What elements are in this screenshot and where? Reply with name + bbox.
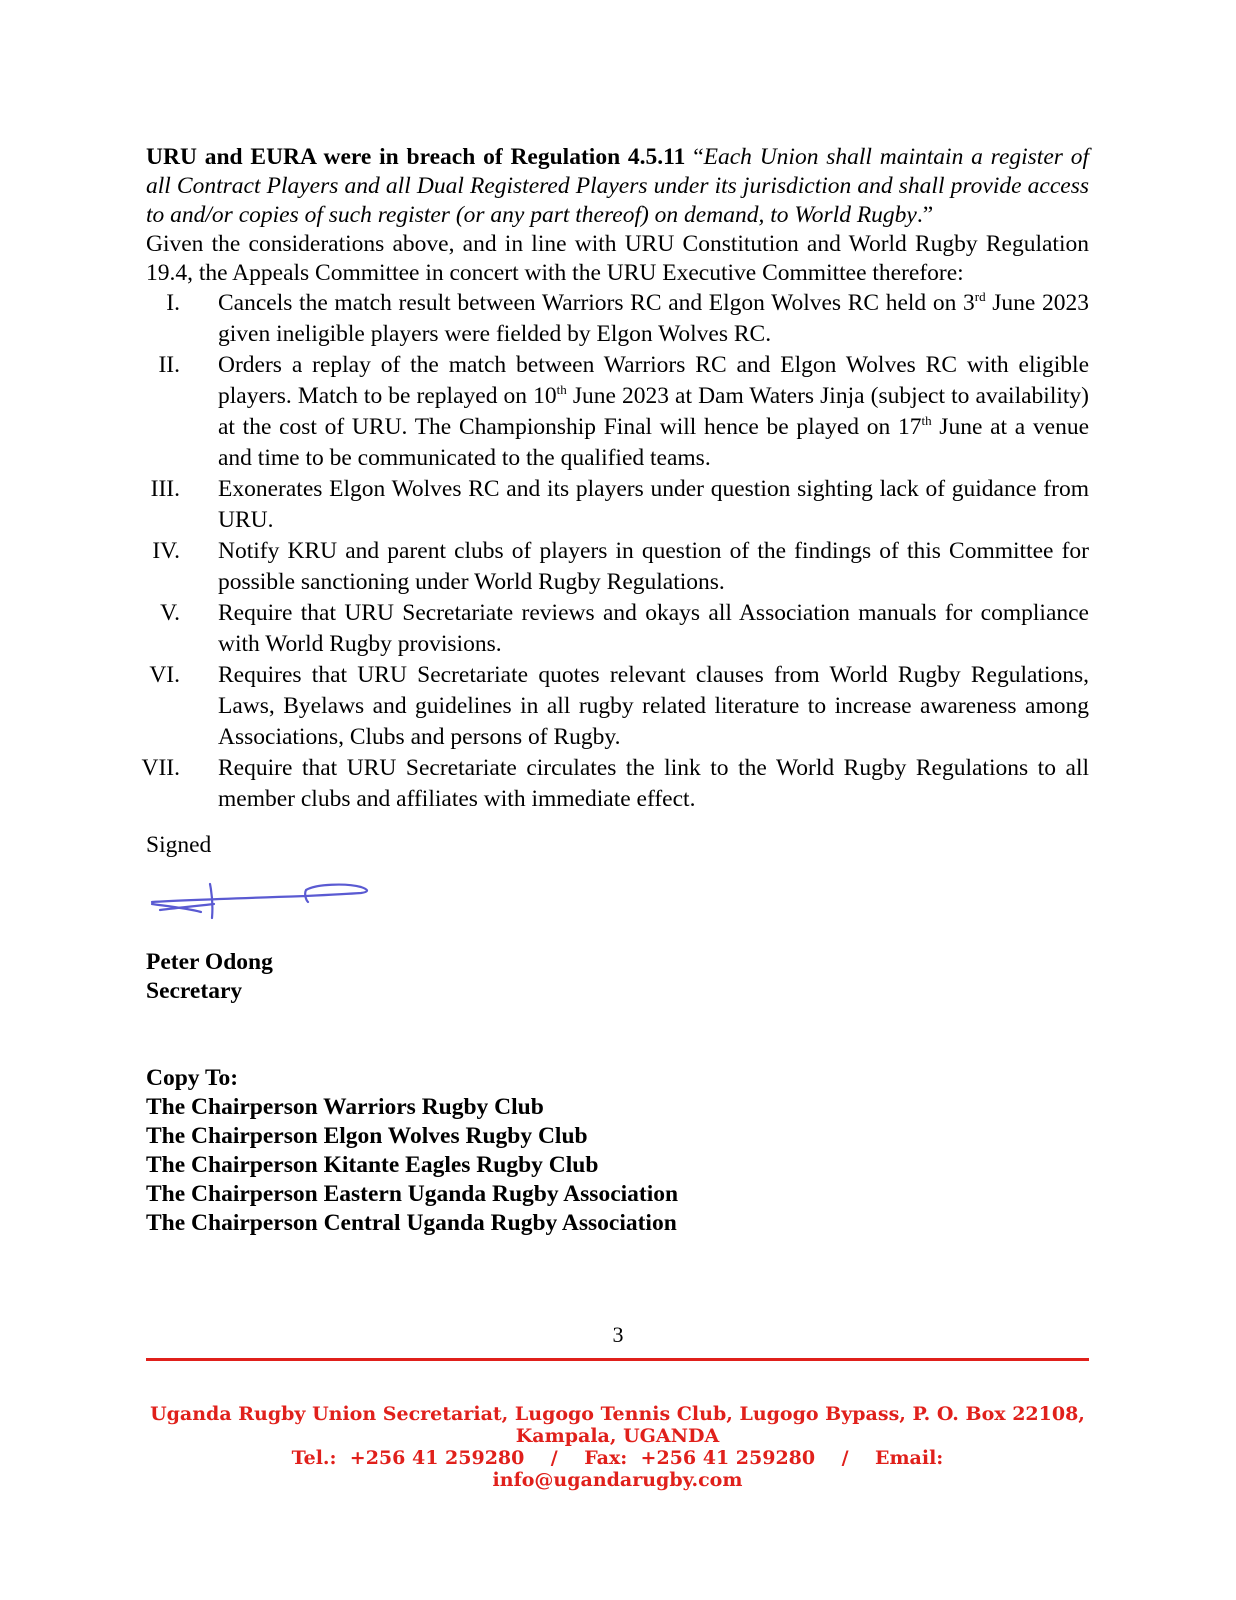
resolution-numeral: I. [166,290,180,316]
resolution-text: Cancels the match result between Warriors RC and Elgon Wolves RC held on 3 [218,290,975,316]
resolution-text: Require that URU Secretariate circulates the link to the World Rugby Regulations to all member clubs and affiliates with immediate effect. [218,755,1089,812]
ordinal-suffix: th [921,413,932,428]
resolution-text: Exonerates Elgon Wolves RC and its players under question sighting lack of guidance from URU. [218,476,1089,533]
resolution-text: Requires that URU Secretariate quotes relevant clauses from World Rugby Regulations, Laws, Byelaws and guidelines in all rugby related literature to increase awareness among Associations, Clubs and persons of Rugby. [218,662,1089,750]
resolution-item [146,350,1089,474]
ordinal-suffix: th [556,382,567,397]
copy-recipient: The Chairperson Eastern Uganda Rugby Association [146,1181,679,1207]
resolution-numeral: II. [158,352,180,378]
signatory-name: Peter Odong [146,949,273,975]
copy-to-block [146,1064,1089,1238]
considerations-paragraph: Given the considerations above, and in line with URU Constitution and World Rugby Regulation 19.4, the Appeals Committee in concert with the URU Executive Committee therefore: [146,231,1089,286]
footer-divider [146,1358,1089,1361]
letterhead-footer [146,1403,1089,1491]
resolution-text: June at a venue and time to be communicated to the qualified teams. [218,414,1089,471]
breach-paragraph [146,143,1089,230]
resolution-numeral: IV. [152,538,180,564]
resolution-numeral: III. [150,476,180,502]
close-quote: .” [916,202,934,228]
copy-recipient: The Chairperson Warriors Rugby Club [146,1094,544,1120]
signature-image [146,870,386,928]
resolution-numeral: VI. [149,662,180,688]
letter-body [141,143,1089,1238]
copy-to-heading: Copy To: [146,1065,239,1091]
resolution-item [146,474,1089,536]
resolution-text: Require that URU Secretariate reviews and okays all Association manuals for compliance with World Rugby provisions. [218,600,1089,657]
copy-recipient: The Chairperson Elgon Wolves Rugby Club [146,1123,588,1149]
resolution-item [141,753,1089,815]
signed-label: Signed [146,832,212,858]
footer-contact: Tel.: +256 41 259280 / Fax: +256 41 259280 / Email: [291,1447,944,1469]
resolution-text: June 2023 given ineligible players were fielded by Elgon Wolves RC. [218,290,1089,347]
resolution-item [146,660,1089,753]
resolution-numeral: V. [160,600,180,626]
resolution-text: Orders a replay of the match between Warriors RC and Elgon Wolves RC with eligible players. Match to be replayed on 10 [218,352,1089,409]
resolution-text: Notify KRU and parent clubs of players in question of the findings of this Committee for possible sanctioning under World Rugby Regulations. [218,538,1089,595]
breach-lead: URU and EURA were in breach of Regulation 4.5.11 [146,144,686,170]
regulation-quote: Each Union shall maintain a register of all Contract Players and all Dual Registered Players under its jurisdiction and shall provide access to and/or copies of such register (or any part thereof) on demand, to World Rugby [146,144,1089,228]
signatory-block [146,948,1089,1006]
open-quote: “ [685,144,704,170]
copy-recipient: The Chairperson Central Uganda Rugby Association [146,1210,677,1236]
copy-recipient: The Chairperson Kitante Eagles Rugby Club [146,1152,599,1178]
page-number: 3 [612,1322,624,1347]
resolution-numeral: VII. [141,755,180,781]
footer-address: Uganda Rugby Union Secretariat, Lugogo Tennis Club, Lugogo Bypass, P. O. Box 22108, Kampala, UGANDA [150,1403,1085,1447]
resolution-list [141,288,1089,815]
resolution-text: June 2023 at Dam Waters Jinja (subject to availability) at the cost of URU. The Championship Final will hence be played on 17 [218,383,1089,440]
ordinal-suffix: rd [974,289,986,304]
resolution-item [146,536,1089,598]
resolution-item [146,598,1089,660]
signatory-title: Secretary [146,978,243,1004]
resolution-item [146,288,1089,350]
footer-email[interactable]: info@ugandarugby.com [492,1469,743,1491]
